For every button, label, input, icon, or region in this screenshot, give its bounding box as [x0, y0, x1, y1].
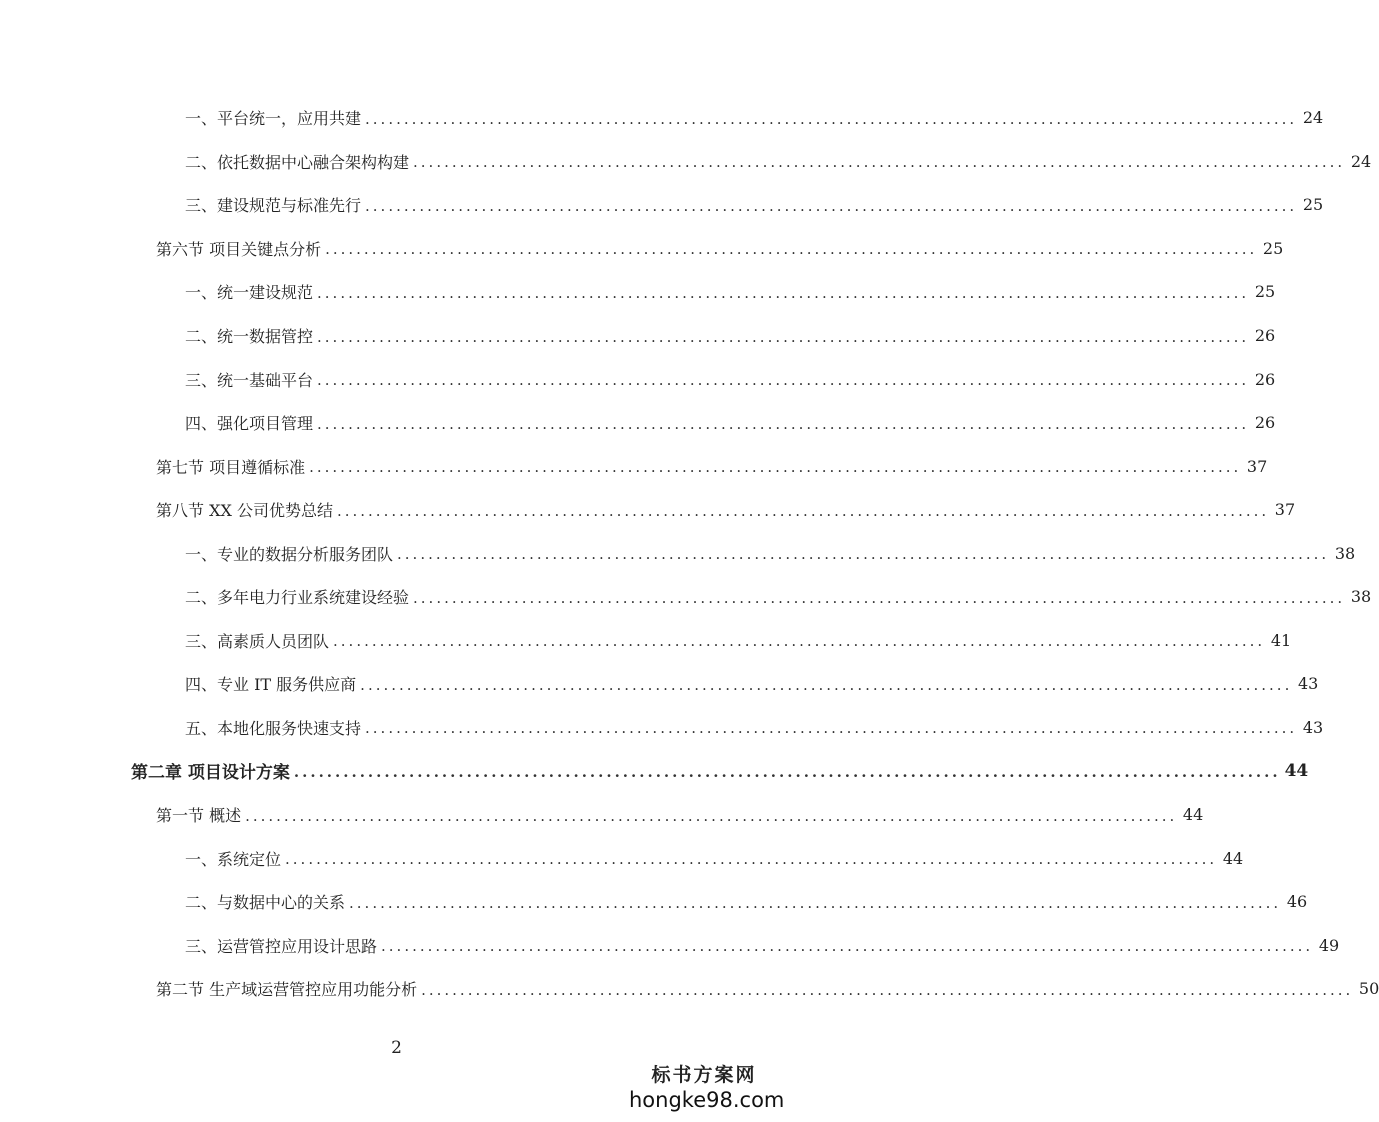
toc-entry-title: 二、统一数据管控	[185, 327, 314, 346]
toc-entry-page: 44	[1284, 760, 1309, 781]
dot-leader: ........................................................................................................................	[325, 240, 1258, 259]
toc-entry-page: 25	[1302, 195, 1324, 215]
toc-entry-title: 第六节 项目关键点分析	[156, 239, 322, 259]
dot-leader: ........................................................................................................................	[245, 806, 1178, 825]
dot-leader: ........................................................................................................................	[336, 501, 1270, 520]
table-of-contents	[0, 96, 1379, 1010]
toc-entry[interactable]	[0, 314, 1276, 358]
dot-leader: ........................................................................................................................	[360, 675, 1293, 694]
toc-entry-page: 43	[1302, 717, 1324, 737]
toc-entry[interactable]	[0, 140, 1372, 184]
dot-leader: ........................................................................................................................	[317, 283, 1250, 302]
toc-entry[interactable]	[0, 706, 1324, 750]
toc-entry[interactable]	[0, 444, 1268, 488]
toc-entry-page: 37	[1246, 456, 1268, 476]
toc-entry-title: 第一节 概述	[156, 806, 242, 826]
watermark-name: 标书方案网	[651, 1064, 757, 1086]
toc-entry-page: 25	[1262, 238, 1284, 258]
toc-entry-page: 24	[1350, 151, 1372, 171]
toc-entry[interactable]	[0, 793, 1204, 837]
toc-entry-page: 37	[1274, 500, 1296, 520]
toc-entry-title: 三、统一基础平台	[185, 370, 314, 390]
toc-entry-page: 43	[1297, 674, 1319, 694]
toc-entry[interactable]	[0, 96, 1324, 140]
toc-entry[interactable]	[0, 531, 1356, 575]
toc-entry-page: 26	[1254, 326, 1276, 345]
dot-leader: ........................................................................................................................	[413, 588, 1346, 607]
dot-leader: ........................................................................................................................	[421, 980, 1354, 999]
toc-entry-title: 三、高素质人员团队	[185, 631, 330, 651]
dot-leader: ........................................................................................................................	[397, 545, 1330, 564]
dot-leader: ........................................................................................................................	[317, 327, 1250, 346]
dot-leader: ........................................................................................................................	[317, 371, 1250, 390]
toc-entry[interactable]	[0, 662, 1319, 706]
toc-entry[interactable]	[0, 619, 1292, 663]
toc-entry-title: 第二节 生产域运营管控应用功能分析	[156, 980, 418, 1000]
toc-entry-page: 26	[1254, 413, 1276, 433]
toc-entry-title: 一、统一建设规范	[185, 283, 314, 303]
toc-entry-page: 49	[1318, 935, 1340, 955]
toc-entry-page: 41	[1270, 630, 1292, 650]
toc-entry-title: 五、本地化服务快速支持	[185, 718, 362, 738]
toc-entry[interactable]	[0, 836, 1244, 880]
toc-entry-page: 25	[1254, 282, 1276, 302]
toc-entry-title: 二、与数据中心的关系	[185, 893, 346, 913]
dot-leader: ........................................................................................................................	[309, 458, 1242, 477]
toc-entry-title: 四、专业 IT 服务供应商	[185, 675, 357, 695]
toc-entry[interactable]	[0, 575, 1372, 619]
dot-leader: ........................................................................................................................	[365, 196, 1298, 215]
toc-entry-page: 38	[1334, 543, 1356, 563]
toc-entry-page: 24	[1302, 108, 1324, 128]
toc-entry[interactable]	[0, 183, 1324, 227]
toc-entry[interactable]	[0, 401, 1276, 445]
dot-leader: ........................................................................................................................	[381, 937, 1314, 956]
dot-leader: ........................................................................................................................	[293, 762, 1281, 781]
toc-entry-title: 一、专业的数据分析服务团队	[185, 544, 394, 564]
dot-leader: ........................................................................................................................	[413, 153, 1346, 172]
toc-entry-title: 一、平台统一，应用共建	[185, 109, 362, 129]
watermark-url: hongke98.com	[629, 1088, 785, 1112]
toc-entry-title: 三、建设规范与标准先行	[185, 196, 362, 216]
dot-leader: ........................................................................................................................	[365, 719, 1298, 738]
toc-entry[interactable]	[0, 357, 1276, 401]
toc-entry-page: 44	[1182, 805, 1204, 825]
toc-entry[interactable]	[0, 967, 1379, 1011]
toc-entry[interactable]	[0, 270, 1276, 314]
toc-entry-title: 二、多年电力行业系统建设经验	[185, 588, 410, 608]
dot-leader: ........................................................................................................................	[285, 850, 1218, 869]
dot-leader: ........................................................................................................................	[317, 414, 1250, 433]
toc-entry-title: 四、强化项目管理	[185, 414, 314, 434]
toc-entry-title: 三、运营管控应用设计思路	[185, 936, 378, 956]
dot-leader: ........................................................................................................................	[333, 632, 1266, 651]
toc-entry-page: 38	[1350, 587, 1372, 607]
watermark	[629, 1063, 785, 1113]
toc-entry[interactable]	[0, 880, 1308, 924]
toc-entry-page: 26	[1254, 369, 1276, 389]
dot-leader: ........................................................................................................................	[365, 109, 1298, 128]
toc-entry-title: 一、系统定位	[185, 849, 282, 869]
toc-entry-title: 第七节 项目遵循标准	[156, 457, 306, 477]
toc-entry-page: 50	[1358, 979, 1379, 999]
toc-entry[interactable]	[0, 227, 1284, 271]
toc-entry[interactable]	[0, 488, 1296, 532]
toc-entry-title: 二、依托数据中心融合架构构建	[185, 152, 410, 172]
page-number: 2	[391, 1038, 402, 1058]
toc-entry[interactable]	[0, 923, 1340, 967]
toc-entry-page: 46	[1286, 892, 1308, 912]
toc-entry[interactable]	[0, 749, 1309, 793]
toc-entry-title: 第二章 项目设计方案	[131, 763, 290, 784]
toc-entry-title: 第八节 XX 公司优势总结	[156, 501, 333, 521]
toc-entry-page: 44	[1222, 848, 1244, 868]
dot-leader: ........................................................................................................................	[349, 893, 1282, 912]
